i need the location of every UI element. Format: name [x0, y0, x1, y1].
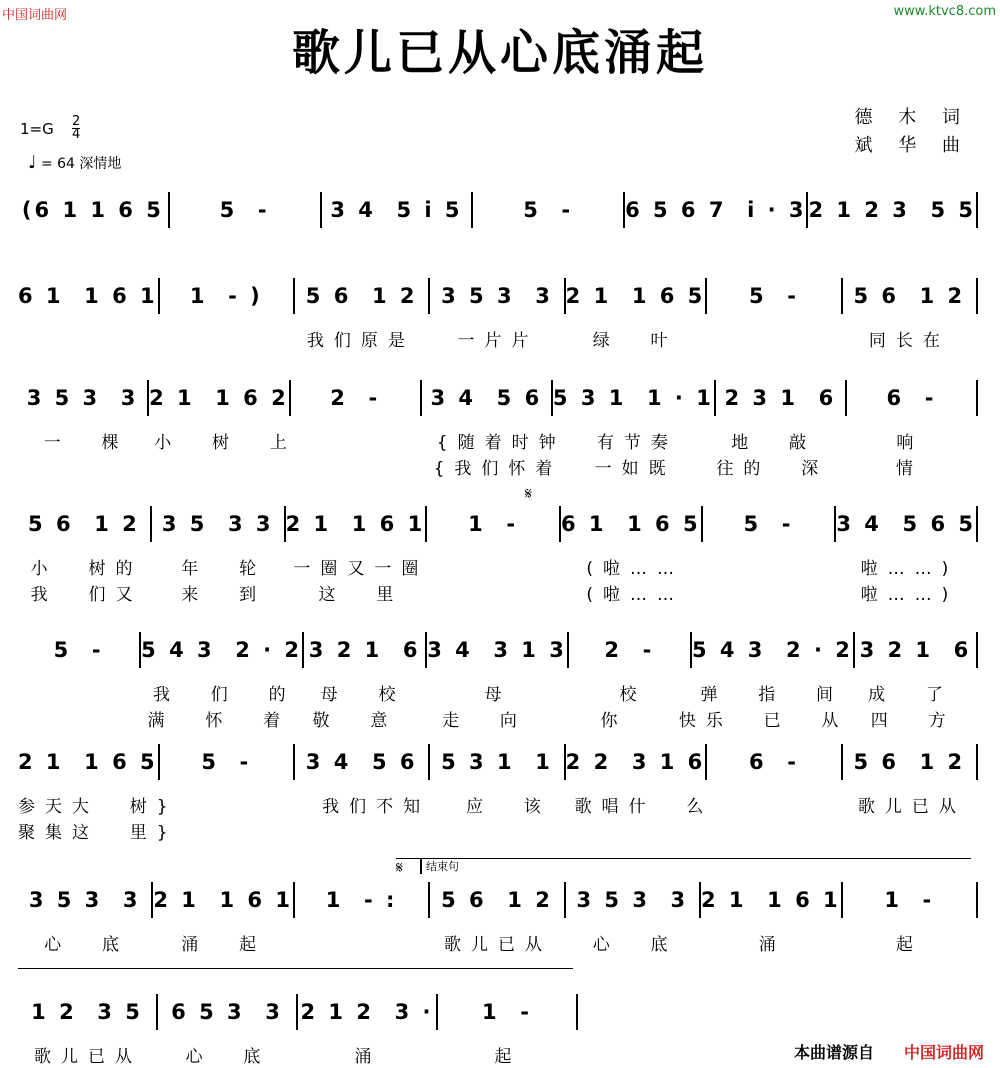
- measure: 2 1 1 6 1: [701, 888, 841, 912]
- source-brand[interactable]: 中国词曲网: [904, 1043, 985, 1062]
- lyric-segment: [578, 818, 711, 844]
- lyric-segment: [711, 818, 844, 844]
- lyric-segment: 有节奏: [596, 433, 678, 453]
- lyric-segment: 这 里: [318, 585, 404, 605]
- lyric-segment: [18, 706, 148, 732]
- coda-bracket: [396, 858, 971, 859]
- lyric-segment: [178, 792, 310, 818]
- lyric-segment: 心 底: [44, 935, 129, 955]
- measure: 5 -: [219, 198, 270, 222]
- measure: 6 5 3 3: [171, 1000, 283, 1024]
- notes-row: [18, 378, 978, 418]
- measure: 3 4 5 6: [305, 750, 418, 774]
- lyric-segment: 敬 意: [312, 711, 398, 731]
- lyric-segment: [292, 454, 429, 480]
- ending-bracket: [18, 968, 573, 977]
- lyric-segment: 同长在: [868, 331, 950, 351]
- lyric-segment: [155, 326, 292, 352]
- measure: 2 1 1 6 1: [153, 888, 293, 912]
- lyrics-verse-1: [18, 326, 978, 352]
- lyric-segment: 啦……): [860, 559, 959, 579]
- lyric-segment: 涌 起: [181, 935, 267, 955]
- tempo-text: = 64 深情地: [40, 156, 122, 172]
- lyrics-verse-2: [18, 454, 978, 480]
- lyric-segment: 成 了: [868, 685, 953, 705]
- lyric-segment: 一如既: [594, 459, 676, 479]
- lyric-segment: [704, 554, 841, 580]
- measure: 2 1 1 6 5: [565, 284, 706, 308]
- segno-icon-2: 𝄋: [396, 858, 403, 877]
- lyric-segment: [845, 818, 978, 844]
- lyrics-verse-1: [18, 680, 978, 706]
- measure: 5 4 3 2 · 2: [691, 638, 853, 662]
- watermark-right[interactable]: www.ktvc8.com: [893, 4, 996, 19]
- lyric-segment: {我们怀着: [433, 459, 563, 479]
- lyric-segment: [704, 326, 841, 352]
- lyric-segment: 起: [494, 1047, 522, 1067]
- measure: 2 -: [604, 638, 655, 662]
- lyric-segment: 起: [895, 935, 923, 955]
- lyric-segment: 参天大 树}: [18, 797, 178, 817]
- lyric-segment: 小 树的: [30, 559, 143, 579]
- measure: (6 1 1 6 5: [21, 198, 164, 222]
- tempo-marking: [28, 152, 121, 173]
- notes-row: [18, 504, 978, 544]
- lyric-segment: [713, 792, 845, 818]
- lyric-segment: [178, 818, 311, 844]
- lyric-segment: [18, 680, 153, 706]
- barline: [976, 632, 978, 668]
- barline: [576, 994, 578, 1030]
- lyric-segment: [18, 454, 155, 480]
- measure: 2 2 3 1 6: [565, 750, 706, 774]
- lyric-segment: 母 校: [320, 685, 406, 705]
- measure: 3 4 5 6 5: [836, 512, 976, 536]
- lyric-segment: 应 该: [466, 797, 551, 817]
- measure: 1 -: [482, 1000, 532, 1024]
- measure: 3 4 3 1 3: [427, 638, 567, 662]
- lyric-segment: 你: [600, 711, 628, 731]
- measure: 5 3 1 1 · 1: [552, 386, 714, 410]
- measure: 2 1 2 3 5 5: [808, 198, 977, 222]
- measure: 5 6 1 2: [28, 512, 140, 536]
- credits: [855, 104, 970, 160]
- measure: 1 - ): [189, 284, 263, 308]
- lyric-segment: [155, 454, 292, 480]
- lyric-segment: 母: [484, 685, 512, 705]
- measure: 5 -: [523, 198, 574, 222]
- lyric-segment: 我们原是: [306, 331, 415, 351]
- notes-row: [18, 880, 978, 920]
- measure: 1 -: [468, 512, 519, 536]
- lyric-segment: 来 到: [181, 585, 267, 605]
- measure: 3 5 3 3: [28, 888, 141, 912]
- lyric-segment: 弹 指 间: [700, 685, 844, 705]
- measure: 5 3 1 1: [441, 750, 553, 774]
- lyric-segment: 歌儿已从: [34, 1047, 142, 1067]
- lyric-segment: [292, 930, 429, 956]
- quarter-note-icon: ♩: [28, 152, 37, 173]
- lyric-segment: 小 树 上: [154, 433, 297, 453]
- lyric-segment: 走 向: [442, 711, 527, 731]
- lyrics-verse-1: [18, 1042, 578, 1068]
- lyrics-verse-1: [18, 792, 978, 818]
- lyric-segment: 我 们 的: [152, 685, 296, 705]
- lyric-segment: 校: [619, 685, 647, 705]
- lyric-segment: 四 方: [870, 711, 956, 731]
- barline: [976, 192, 978, 228]
- lyricist-credit: 德 木 词: [854, 107, 970, 128]
- composer-credit: 斌 华 曲: [854, 135, 970, 156]
- notes-row: [18, 630, 978, 670]
- lyric-segment: 一圈又一圈: [293, 559, 429, 579]
- barline: [976, 380, 978, 416]
- lyric-segment: [429, 580, 566, 606]
- time-signature: [72, 116, 80, 141]
- measure: 6 -: [886, 386, 937, 410]
- lyrics-verse-1: [18, 554, 978, 580]
- lyric-segment: 往的 深: [716, 459, 829, 479]
- lyrics-verse-2: [18, 706, 978, 732]
- measure: 6 1 1 6 1: [18, 284, 158, 308]
- lyric-segment: (啦……: [586, 559, 684, 579]
- notes-row: [18, 742, 978, 782]
- lyric-segment: [297, 428, 433, 454]
- barline: [976, 278, 978, 314]
- lyric-segment: 歌唱什 么: [574, 797, 714, 817]
- lyric-segment: [311, 818, 444, 844]
- lyric-segment: 响: [896, 433, 924, 453]
- measure: 3 2 1 6: [308, 638, 421, 662]
- measure: 2 1 2 3 ·: [300, 1000, 434, 1024]
- measure: 5 6 1 2: [853, 750, 966, 774]
- lyrics-verse-1: [18, 930, 978, 956]
- measure: 2 1 1 6 1: [285, 512, 426, 536]
- meter-bottom: 4: [72, 127, 81, 142]
- lyrics-verse-1: [18, 428, 978, 454]
- lyric-segment: 歌儿已从: [857, 797, 966, 817]
- notes-row: [18, 276, 978, 316]
- lyric-segment: [18, 326, 155, 352]
- measure: 1 - :: [325, 888, 398, 912]
- lyric-segment: 一 棵: [43, 433, 129, 453]
- measure: 5 -: [201, 750, 252, 774]
- measure: 2 1 1 6 5: [18, 750, 158, 774]
- measure: 5 -: [53, 638, 104, 662]
- lyrics-verse-2: [18, 580, 978, 606]
- measure: 3 5 3 3: [441, 284, 553, 308]
- measure: 1 -: [884, 888, 935, 912]
- lyric-segment: [429, 554, 566, 580]
- measure: 6 -: [748, 750, 799, 774]
- coda-label: 结束句: [420, 858, 459, 874]
- measure: 2 1 1 6 2: [149, 386, 289, 410]
- lyric-segment: 满 怀 着: [147, 711, 291, 731]
- lyric-segment: {随着时钟: [436, 433, 566, 453]
- measure: 5 -: [743, 512, 794, 536]
- measure: 6 1 1 6 5: [560, 512, 701, 536]
- measure: 5 6 1 2: [441, 888, 553, 912]
- lyric-segment: 我们不知: [322, 797, 431, 817]
- meter-top: 2: [72, 114, 81, 129]
- measure: 3 4 5 i 5: [330, 198, 463, 222]
- measure: 2 -: [330, 386, 381, 410]
- watermark-left: 中国词曲网: [2, 8, 68, 23]
- lyric-segment: 绿 叶: [592, 331, 678, 351]
- measure: 3 5 3 3: [576, 888, 689, 912]
- measure: 2 3 1 6: [724, 386, 837, 410]
- notes-row: [18, 992, 578, 1032]
- lyric-segment: 涌: [354, 1047, 382, 1067]
- lyric-segment: [444, 818, 577, 844]
- barline: [976, 506, 978, 542]
- measure: 3 5 3 3: [161, 512, 274, 536]
- lyric-segment: 歌儿已从: [443, 935, 552, 955]
- barline: [976, 744, 978, 780]
- lyric-segment: 一片片: [457, 331, 539, 351]
- measure: 3 2 1 6: [859, 638, 972, 662]
- measure: 3 5 3 3: [26, 386, 139, 410]
- page-title: 歌儿已从心底涌起: [291, 25, 708, 81]
- source-label: 本曲谱源自: [794, 1043, 875, 1062]
- lyric-segment: 心 底: [185, 1047, 271, 1067]
- lyric-segment: 年 轮: [181, 559, 267, 579]
- lyric-segment: 涌: [758, 935, 786, 955]
- measure: 1 2 3 5: [31, 1000, 143, 1024]
- lyric-segment: (啦……: [586, 585, 684, 605]
- measure: 5 4 3 2 · 2: [141, 638, 303, 662]
- barline: [976, 882, 978, 918]
- measure: 6 5 6 7 i · 3: [625, 198, 807, 222]
- lyric-segment: 情: [895, 459, 923, 479]
- measure: 5 6 1 2: [305, 284, 418, 308]
- lyric-segment: [704, 580, 841, 606]
- lyric-segment: 啦……): [860, 585, 959, 605]
- measure: 5 6 1 2: [853, 284, 966, 308]
- lyrics-verse-2: [18, 818, 978, 844]
- lyric-segment: 聚集这 里}: [18, 823, 178, 843]
- measure: 5 -: [748, 284, 799, 308]
- lyric-segment: 快乐 已 从: [678, 711, 849, 731]
- lyric-segment: 我 们又: [30, 585, 143, 605]
- key-signature: 1=G: [20, 120, 54, 138]
- lyric-segment: 地 敲: [731, 433, 817, 453]
- segno-icon: 𝄋: [525, 484, 532, 503]
- notes-row: [18, 190, 978, 230]
- measure: 3 4 5 6: [430, 386, 543, 410]
- lyric-segment: 心 底: [592, 935, 678, 955]
